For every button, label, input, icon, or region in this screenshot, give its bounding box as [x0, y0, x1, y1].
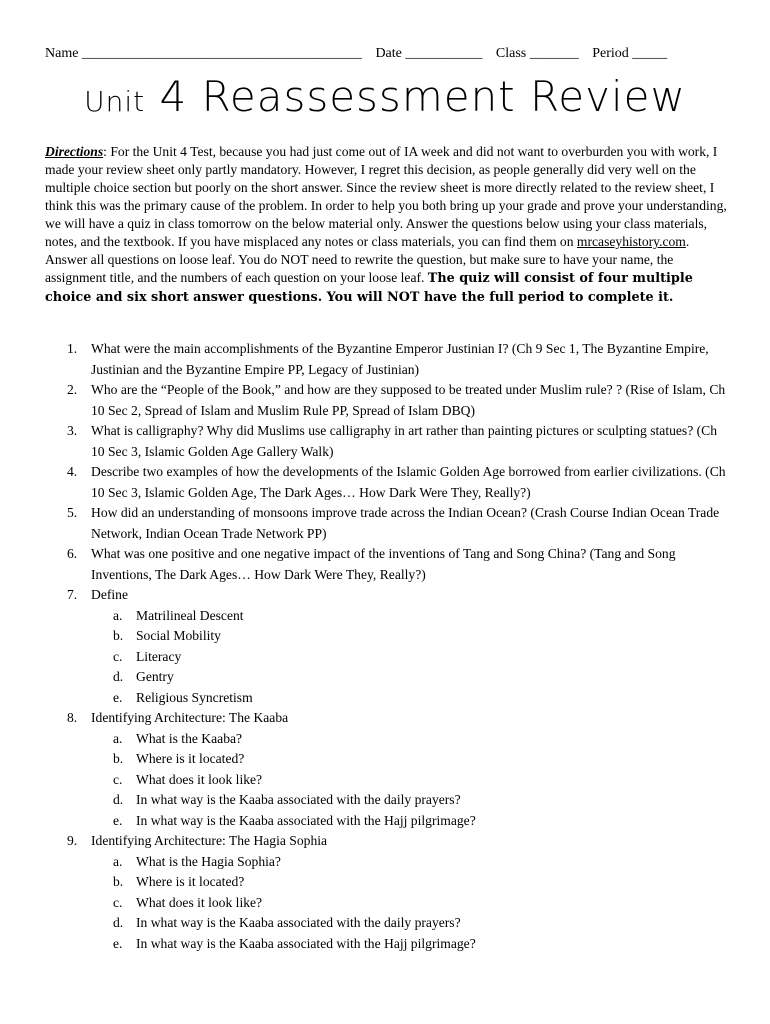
question-number: 4. [67, 464, 78, 479]
sub-text: Social Mobility [136, 628, 221, 643]
sub-item [45, 667, 728, 688]
website-link[interactable]: mrcaseyhistory.com [576, 234, 686, 249]
directions-paragraph [45, 143, 728, 307]
question-item [45, 339, 728, 380]
period-field: Period _____ [592, 46, 668, 61]
sub-letter: d. [113, 915, 124, 930]
sub-item [45, 893, 728, 914]
sub-item [45, 852, 728, 873]
sub-letter: c. [113, 648, 123, 664]
question-number: 9. [67, 833, 78, 848]
question-number: 7. [67, 587, 78, 602]
header-fields [45, 46, 735, 62]
sub-text: What does it look like? [136, 771, 263, 787]
sub-letter: a. [113, 853, 123, 869]
page-title [0, 72, 770, 121]
question-text: Describe two examples of how the developments of the Islamic Golden Age borrowed from earlier civilizations. (Ch 10 Sec 3, Islamic Golden Age, The Dark Ages… How Dark Were They, Really?) [91, 464, 726, 500]
sub-letter: a. [113, 607, 123, 623]
sub-item [45, 770, 728, 791]
question-item [45, 462, 728, 503]
sub-letter: e. [113, 935, 123, 951]
question-text: Identifying Architecture: The Kaaba [91, 710, 289, 725]
sub-item [45, 647, 728, 668]
class-field: Class _______ [495, 46, 579, 61]
question-number: 1. [67, 341, 78, 356]
question-number: 6. [67, 546, 78, 561]
sub-letter: e. [113, 689, 123, 705]
question-list [45, 339, 728, 954]
title-rest: 4 Reassessment Review [159, 72, 686, 121]
question-item [45, 503, 728, 544]
sub-text: Gentry [136, 669, 174, 684]
sub-item [45, 626, 728, 647]
sub-item [45, 790, 728, 811]
sub-text: What is the Hagia Sophia? [136, 853, 281, 869]
sub-text: Where is it located? [136, 751, 245, 766]
question-number: 3. [67, 423, 78, 438]
directions-label: Directions [45, 144, 104, 159]
question-text: Identifying Architecture: The Hagia Sophia [91, 833, 328, 848]
question-text: Define [91, 587, 128, 602]
question-text: What is calligraphy? Why did Muslims use calligraphy in art rather than painting pictures or sculpting statues? (Ch 10 Sec 3, Islamic Golden Age Gallery Walk) [91, 423, 718, 459]
question-item [45, 585, 728, 606]
sub-item [45, 913, 728, 934]
name-field: Name ________________________________________ [45, 46, 362, 61]
question-item [45, 544, 728, 585]
question-item [45, 831, 728, 852]
sub-letter: c. [113, 894, 123, 910]
question-item [45, 380, 728, 421]
sub-item [45, 934, 728, 955]
title-unit: Unit [84, 85, 146, 118]
question-text: How did an understanding of monsoons improve trade across the Indian Ocean? (Crash Course Indian Ocean Trade Network, Indian Ocean Trade Network PP) [91, 505, 720, 541]
sub-letter: b. [113, 874, 124, 889]
question-item [45, 421, 728, 462]
sub-text: In what way is the Kaaba associated with the Hajj pilgrimage? [136, 935, 476, 951]
question-number: 5. [67, 505, 78, 520]
sub-letter: c. [113, 771, 123, 787]
question-item [45, 708, 728, 729]
date-field: Date ___________ [375, 46, 483, 61]
sub-item [45, 729, 728, 750]
sub-item [45, 749, 728, 770]
sub-letter: e. [113, 812, 123, 828]
sub-text: Religious Syncretism [136, 689, 253, 705]
sub-item [45, 811, 728, 832]
question-number: 8. [67, 710, 78, 725]
quiz-notice: The quiz will consist of four multiple choice and six short answer questions. You will NOT have the full period to complete it. [45, 271, 693, 305]
directions-text-1: : For the Unit 4 Test, because you had just come out of IA week and did not want to overburden you with work, I made your review sheet only partly mandatory. However, I regret this decision, as people generally did very well on the multiple choice section but poorly on the short answer. Since the review sheet is more directly related to the review sheet, I think this was the primary cause of the problem. In order to help you both bring up your grade and prove your understanding, we will have a quiz in class tomorrow on the below material only. Answer the questions below using your class materials, notes, and the textbook. If you have misplaced any notes or class materials, you can find them on [45, 144, 727, 249]
question-text: What was one positive and one negative impact of the inventions of Tang and Song China? (Tang and Song Inventions, The Dark Ages… How Dark Were They, Really?) [91, 546, 676, 582]
question-text: What were the main accomplishments of the Byzantine Emperor Justinian I? (Ch 9 Sec 1, The Byzantine Empire, Justinian and the Byzantine Empire PP, Legacy of Justinian) [91, 341, 709, 377]
sub-item [45, 688, 728, 709]
question-text: Who are the “People of the Book,” and how are they supposed to be treated under Muslim rule? ? (Rise of Islam, Ch 10 Sec 2, Spread of Islam and Muslim Rule PP, Spread of Islam DBQ) [91, 382, 726, 418]
sub-text: Where is it located? [136, 874, 245, 889]
sub-text: Literacy [136, 648, 182, 664]
sub-letter: d. [113, 669, 124, 684]
sub-letter: d. [113, 792, 124, 807]
question-number: 2. [67, 382, 78, 397]
sub-text: What is the Kaaba? [136, 730, 243, 746]
sub-letter: b. [113, 751, 124, 766]
directions-text-2: . Answer all questions on loose leaf. You do NOT need to rewrite the question, but make sure to have your name, the assignment title, and the numbers of each question on your loose leaf. [45, 234, 690, 285]
sub-text: In what way is the Kaaba associated with the daily prayers? [136, 915, 461, 930]
sub-item [45, 606, 728, 627]
sub-text: In what way is the Kaaba associated with the daily prayers? [136, 792, 461, 807]
sub-text: Matrilineal Descent [136, 607, 244, 623]
sub-letter: b. [113, 628, 124, 643]
sub-letter: a. [113, 730, 123, 746]
sub-text: In what way is the Kaaba associated with the Hajj pilgrimage? [136, 812, 476, 828]
sub-text: What does it look like? [136, 894, 263, 910]
sub-item [45, 872, 728, 893]
